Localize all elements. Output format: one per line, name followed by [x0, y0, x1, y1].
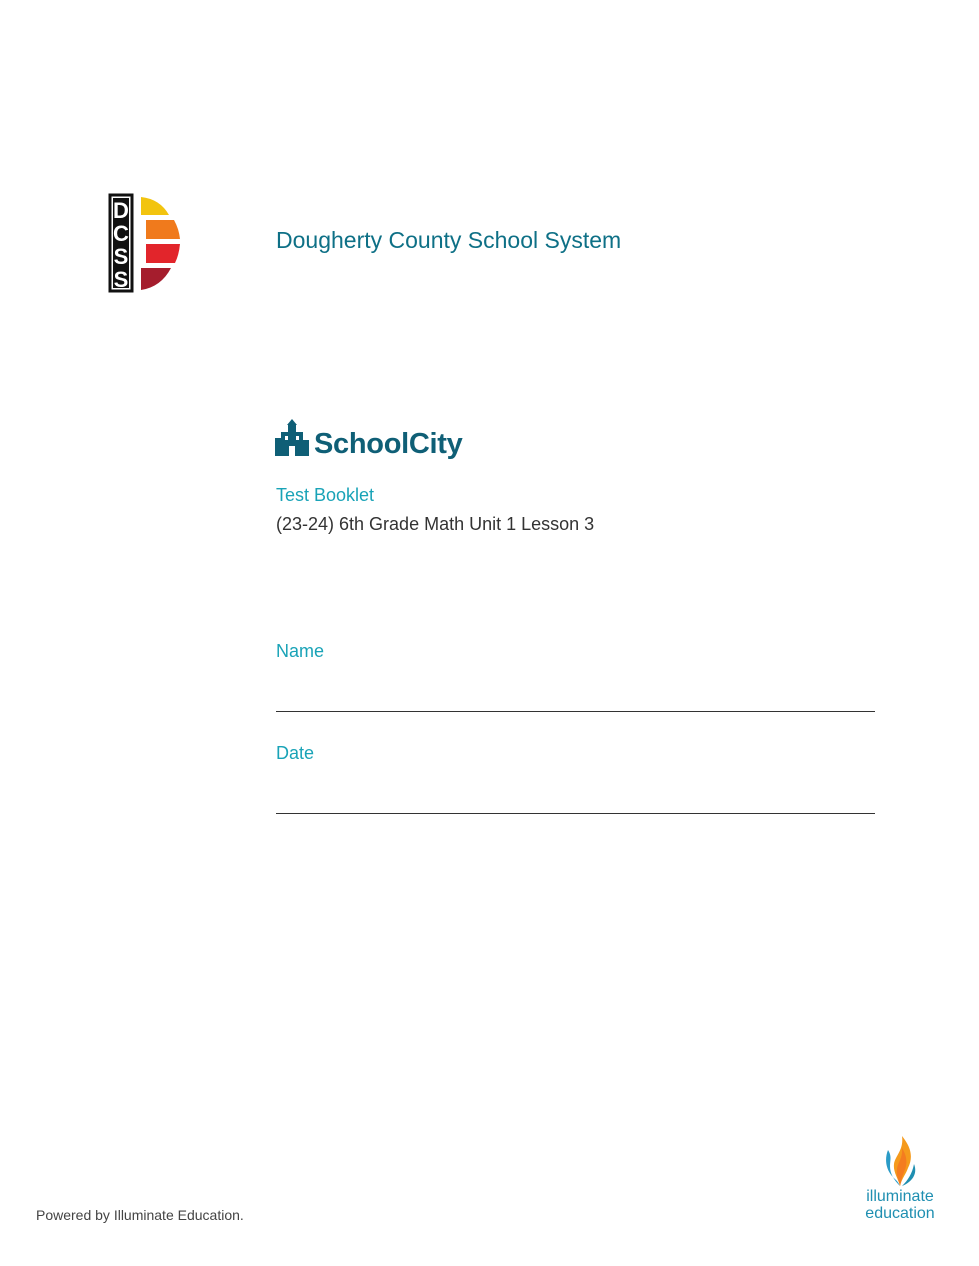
dcss-letter-s1: S [113, 244, 129, 269]
booklet-label: Test Booklet [276, 485, 375, 505]
district-name: Dougherty County School System [276, 227, 622, 253]
date-label: Date [276, 743, 315, 763]
dcss-letter-d: D [113, 198, 129, 223]
illuminate-wordmark-line2: education [865, 1205, 935, 1222]
illuminate-wordmark-line1: illuminate [866, 1188, 934, 1205]
illuminate-wordmark [848, 1188, 952, 1222]
schoolcity-building-icon [274, 418, 310, 458]
powered-by-text: Powered by Illuminate Education. [36, 1207, 244, 1223]
booklet-title: (23-24) 6th Grade Math Unit 1 Lesson 3 [276, 514, 595, 534]
schoolcity-wordmark: SchoolCity [314, 428, 463, 460]
name-field-line[interactable] [276, 711, 875, 712]
illuminate-flame-icon [880, 1134, 920, 1188]
dcss-letter-s2: S [113, 267, 129, 292]
name-label: Name [276, 641, 325, 661]
dcss-logo [108, 193, 182, 293]
dcss-letter-c: C [113, 221, 129, 246]
date-field-line[interactable] [276, 813, 875, 814]
